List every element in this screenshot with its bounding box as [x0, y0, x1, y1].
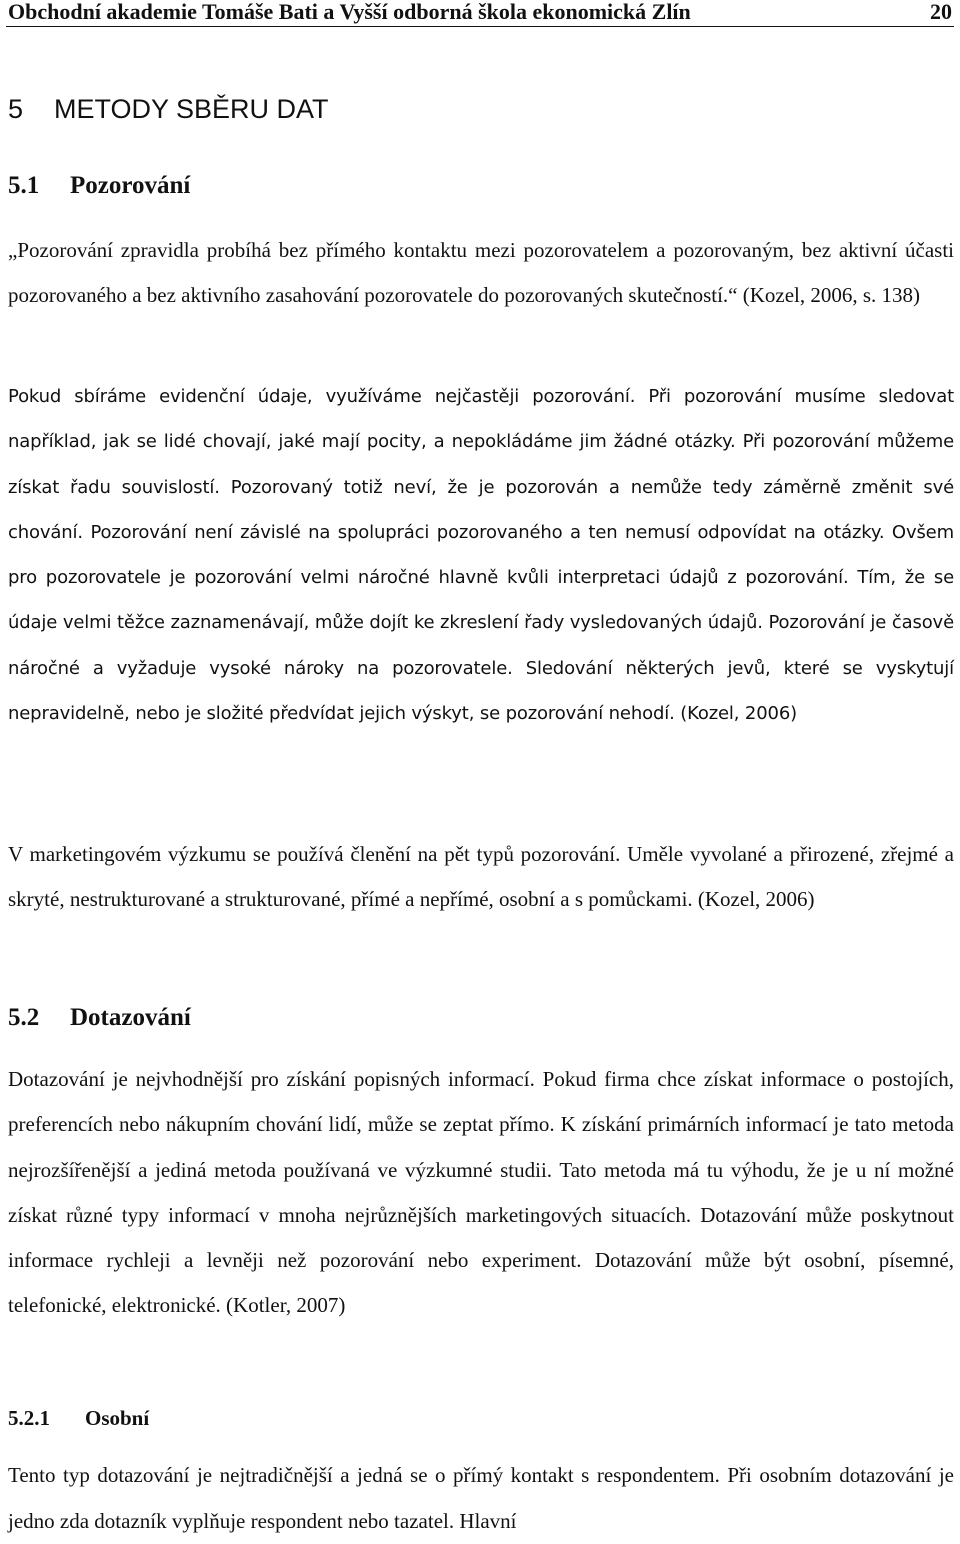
- section-number: 5.2: [8, 1004, 40, 1031]
- section-number: 5.1: [8, 172, 40, 199]
- paragraph-personal: Tento typ dotazování je nejtradičnější a jedná se o přímý kontakt s respondentem. Při osobním dotazování je jedno zda dotazník vyplňuje respondent nebo tazatel. Hlavní: [8, 1463, 954, 1533]
- chapter-title: METODY SBĚRU DAT: [54, 94, 329, 124]
- subsection-number: 5.2.1: [8, 1406, 50, 1430]
- header-page-number: 20: [930, 0, 952, 24]
- paragraph-observation-quote: „Pozorování zpravidla probíhá bez přímého kontaktu mezi pozorovatelem a pozorovaným, bez aktivní účasti pozorovaného a bez aktivního zasahování pozorovatele do pozorovaných skutečností.“ (Kozel, 2006, s. 138): [8, 238, 954, 308]
- chapter-heading: [8, 92, 329, 126]
- chapter-number: 5: [8, 94, 24, 124]
- paragraph-observation-types: V marketingovém výzkumu se používá členění na pět typů pozorování. Uměle vyvolané a přirozené, zřejmé a skryté, nestrukturované a strukturované, přímé a nepřímé, osobní a s pomůckami. (Kozel, 2006): [8, 842, 954, 912]
- paragraph-observation-body: Pokud sbíráme evidenční údaje, využíváme nejčastěji pozorování. Při pozorování musíme sledovat například, jak se lidé chovají, jaké mají pocity, a nepokládáme jim žádné otázky. Při pozorování můžeme získat řadu souvislostí. Pozorovaný totiž neví, že je pozorován a nemůže tedy záměrně změnit své chování. Pozorování není závislé na spolupráci pozorovaného a ten nemusí odpovídat na otázky. Ovšem pro pozorovatele je pozorování velmi náročné hlavně kvůli interpretaci údajů z pozorování. Tím, že se údaje velmi těžce zaznamenávají, může dojít ke zkreslení řady vysledovaných údajů. Pozorování je časově náročné a vyžaduje vysoké nároky na pozorovatele. Sledování některých jevů, které se vyskytují nepravidelně, nebo je složité předvídat jejich výskyt, se pozorování nehodí. (Kozel, 2006): [8, 386, 954, 725]
- running-header: [6, 0, 954, 27]
- subsection-title: Osobní: [85, 1406, 150, 1430]
- section-heading-questioning: [8, 1002, 191, 1034]
- header-school-name: Obchodní akademie Tomáše Bati a Vyšší odborná škola ekonomická Zlín: [8, 0, 691, 24]
- subsection-heading-personal: [8, 1404, 149, 1432]
- paragraph-questioning: Dotazování je nejvhodnější pro získání popisných informací. Pokud firma chce získat informace o postojích, preferencích nebo nákupním chování lidí, může se zeptat přímo. K získání primárních informací je tato metoda nejrozšířenější a jediná metoda používaná ve výzkumné studii. Tato metoda má tu výhodu, že je u ní možné získat různé typy informací v mnoha nejrůznějších marketingových situacích. Dotazování může poskytnout informace rychleji a levněji než pozorování nebo experiment. Dotazování může být osobní, písemné, telefonické, elektronické. (Kotler, 2007): [8, 1067, 954, 1318]
- section-title: Dotazování: [70, 1004, 191, 1031]
- section-title: Pozorování: [70, 172, 191, 199]
- section-heading-observation: [8, 170, 190, 202]
